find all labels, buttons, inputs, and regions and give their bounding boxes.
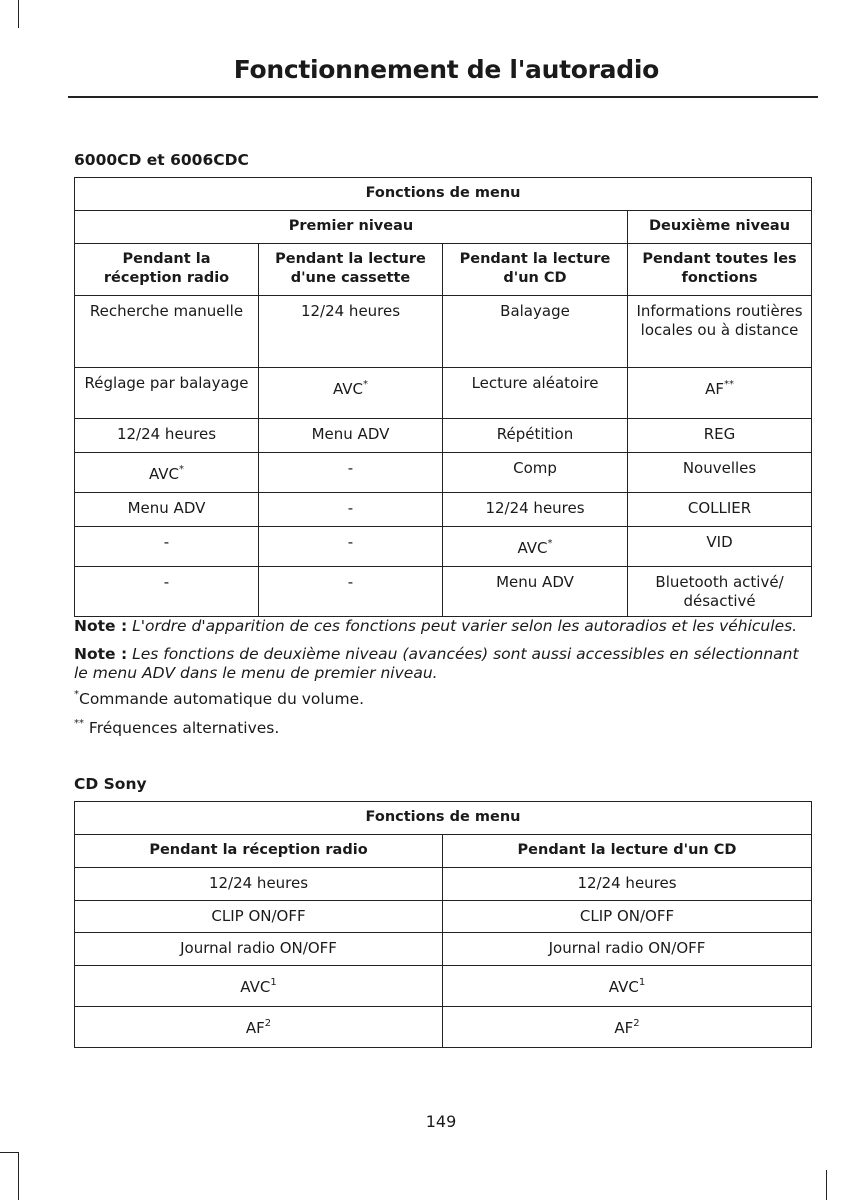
column-header: Pendant la lecture d'une cassette [259, 244, 443, 296]
note-text: Les fonctions de deuxième niveau (avancées) sont aussi accessibles en sélectionnant le menu ADV dans le menu de premier niveau. [74, 645, 799, 682]
table-cell [75, 1007, 443, 1048]
cell-text: - [347, 573, 354, 591]
footnote-mark: ** [74, 718, 84, 729]
table-cell [259, 453, 443, 493]
cell-footnote-mark: * [179, 464, 185, 475]
table-cell [628, 368, 812, 419]
footnote-1 [74, 690, 364, 708]
table-cell [75, 933, 443, 966]
cell-text: AVC [517, 539, 548, 557]
table-cell [75, 901, 443, 933]
cell-text: Réglage par balayage [84, 374, 249, 392]
table-cell [75, 527, 259, 567]
cell-text: Recherche manuelle [89, 302, 244, 320]
table-cell [443, 1007, 812, 1048]
table-row [75, 453, 812, 493]
cell-text: AVC [240, 978, 271, 996]
table-cell [75, 453, 259, 493]
table-cell [443, 368, 628, 419]
table-cell [443, 933, 812, 966]
table-cell [259, 368, 443, 419]
footnote-text: Fréquences alternatives. [84, 719, 280, 737]
cell-text: REG [703, 425, 736, 443]
table-row [75, 901, 812, 933]
table-row [75, 933, 812, 966]
cell-footnote-mark: 1 [638, 977, 646, 988]
table-cell [628, 453, 812, 493]
column-header: Pendant la réception radio [75, 835, 443, 868]
cell-footnote-mark: * [547, 538, 553, 549]
cell-text: COLLIER [687, 499, 752, 517]
column-header: Pendant la lecture d'un CD [443, 244, 628, 296]
cell-text: - [347, 499, 354, 517]
page-title: Fonctionnement de l'autoradio [233, 55, 659, 84]
header-premier-niveau: Premier niveau [75, 211, 628, 244]
table-row [75, 966, 812, 1007]
table-title: Fonctions de menu [75, 802, 812, 835]
cell-text: Balayage [500, 302, 570, 320]
crop-mark-bottom-right [826, 1170, 827, 1200]
table-cell [443, 453, 628, 493]
cell-text: Journal radio ON/OFF [548, 939, 706, 957]
table-cell [75, 868, 443, 901]
cell-text: Lecture aléatoire [471, 374, 599, 392]
footnote-2 [74, 719, 279, 737]
cell-text: Répétition [496, 425, 574, 443]
cell-text: AVC [148, 465, 180, 483]
table-cell [443, 901, 812, 933]
note-label: Note : [74, 617, 128, 635]
note-1 [74, 617, 816, 636]
table-cell [259, 567, 443, 617]
cell-text: CLIP ON/OFF [211, 907, 306, 925]
cell-text: - [347, 533, 354, 551]
table-cell [259, 493, 443, 527]
footnote-text: Commande automatique du volume. [79, 690, 365, 708]
cell-text: Comp [513, 459, 557, 477]
note-label: Note : [74, 645, 128, 663]
cell-text: Informations routières locales ou à distance [636, 302, 803, 339]
column-header: Pendant la lecture d'un CD [443, 835, 812, 868]
crop-mark-top-left [18, 0, 19, 28]
table-cell [628, 567, 812, 617]
table-cell [259, 527, 443, 567]
cell-text: 12/24 heures [208, 874, 309, 892]
table-cell [443, 419, 628, 453]
header-deuxieme-niveau: Deuxième niveau [628, 211, 812, 244]
column-header: Pendant la réception radio [75, 244, 259, 296]
table-row [75, 567, 812, 617]
table-cell [259, 419, 443, 453]
table-cell [443, 868, 812, 901]
table-cell [75, 419, 259, 453]
note-2 [74, 645, 816, 683]
crop-mark-bottom-left-v [18, 1152, 19, 1200]
cell-text: Menu ADV [496, 573, 574, 591]
cell-text: AF [245, 1019, 265, 1037]
table-cell [443, 527, 628, 567]
page-number: 149 [425, 1112, 457, 1131]
cell-text: Journal radio ON/OFF [180, 939, 337, 957]
table-row [75, 368, 812, 419]
table-cell [443, 567, 628, 617]
cell-footnote-mark: ** [723, 379, 734, 390]
cell-text: 12/24 heures [300, 302, 401, 320]
cell-text: CLIP ON/OFF [579, 907, 675, 925]
menu-functions-table-cd-sony [74, 801, 812, 1048]
footnote-mark: * [74, 689, 79, 700]
table-cell [75, 368, 259, 419]
table-row [75, 419, 812, 453]
table-cell [628, 296, 812, 368]
cell-text: Nouvelles [682, 459, 757, 477]
cell-text: AF [705, 380, 724, 398]
table-cell [75, 493, 259, 527]
cell-footnote-mark: 2 [264, 1018, 272, 1029]
table-cell [628, 419, 812, 453]
cell-text: AVC [608, 978, 639, 996]
column-header: Pendant toutes les fonctions [628, 244, 812, 296]
table-cell [443, 493, 628, 527]
table-cell [259, 296, 443, 368]
cell-text: - [347, 459, 354, 477]
table-cell [75, 296, 259, 368]
title-rule [68, 96, 818, 98]
cell-text: Menu ADV [311, 425, 390, 443]
table-cell [75, 567, 259, 617]
cell-footnote-mark: * [363, 379, 369, 390]
table-row [75, 296, 812, 368]
crop-mark-bottom-left-h [0, 1152, 18, 1153]
cell-text: - [163, 533, 170, 551]
menu-functions-table-6000cd [74, 177, 812, 617]
cell-text: 12/24 heures [485, 499, 585, 517]
cell-footnote-mark: 2 [633, 1018, 640, 1029]
section-title-cd-sony: CD Sony [74, 775, 147, 793]
cell-text: AF [614, 1019, 634, 1037]
table-cell [628, 493, 812, 527]
table-row [75, 868, 812, 901]
table-cell [443, 966, 812, 1007]
table-cell [443, 296, 628, 368]
table-row [75, 493, 812, 527]
table-row [75, 527, 812, 567]
cell-text: 12/24 heures [116, 425, 217, 443]
cell-text: Bluetooth activé/ désactivé [655, 573, 784, 610]
cell-text: Menu ADV [127, 499, 206, 517]
cell-footnote-mark: 1 [270, 977, 277, 988]
note-text: L'ordre d'apparition de ces fonctions peut varier selon les autoradios et les véhicules. [132, 617, 798, 635]
cell-text: VID [706, 533, 733, 551]
cell-text: AVC [332, 380, 364, 398]
table-cell [75, 966, 443, 1007]
table-title: Fonctions de menu [75, 178, 812, 211]
table-cell [628, 527, 812, 567]
table-row [75, 1007, 812, 1048]
cell-text: - [163, 573, 170, 591]
section-title-6000cd: 6000CD et 6006CDC [74, 151, 249, 169]
cell-text: 12/24 heures [577, 874, 677, 892]
